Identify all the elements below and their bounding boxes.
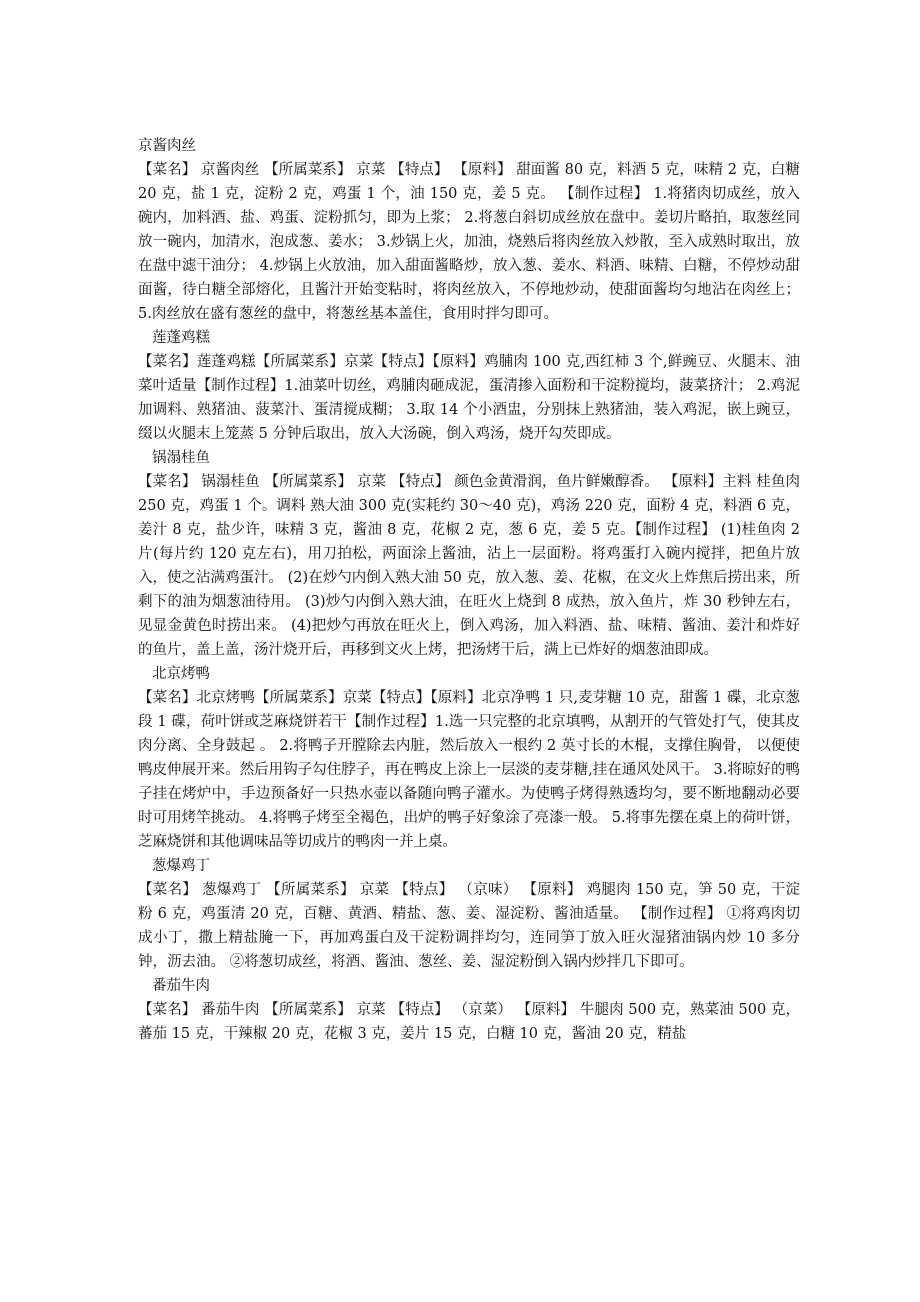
- recipe-section-guota-guiyu: [138, 446, 800, 662]
- recipe-section-jingjiang-rousi: [138, 134, 800, 326]
- recipe-title: 莲蓬鸡糕: [152, 330, 210, 346]
- recipe-section-congbao-jiding: [138, 854, 800, 974]
- recipe-body: 【菜名】 锅溻桂鱼 【所属菜系】 京菜 【特点】 颜色金黄滑润，鱼片鲜嫩醇香。 【原料】主料 桂鱼肉 250 克，鸡蛋 1 个。调料 熟大油 300 克(实耗约 30～40 克)，鸡汤 220 克，面粉 4 克，料酒 6 克，姜汁 8 克，盐少许，味精 3 克，酱油 8 克，花椒 2 克，葱 6 克，姜 5 克。【制作过程】 (1)桂鱼肉 2 片(每片约 120 克左右)，用刀拍松，两面涂上酱油，沾上一层面粉。将鸡蛋打入碗内搅拌，把鱼片放入，使之沾满鸡蛋汁。 (2)在炒勺内倒入熟大油 50 克，放入葱、姜、花椒，在文火上炸焦后捞出来，所剩下的油为烟葱油待用。 (3)炒勺内倒入熟大油，在旺火上烧到 8 成热，放入鱼片，炸 30 秒钟左右，见显金黄色时捞出来。 (4)把炒勺再放在旺火上，倒入鸡汤，加入料酒、盐、味精、酱油、姜汁和炸好的鱼片，盖上盖，汤汁烧开后，再移到文火上烤，把汤烤干后，满上已炸好的烟葱油即成。: [138, 474, 800, 658]
- recipe-body: 【菜名】 京酱肉丝 【所属菜系】 京菜 【特点】 【原料】 甜面酱 80 克，料酒 5 克，味精 2 克，白糖 20 克，盐 1 克，淀粉 2 克，鸡蛋 1 个，油 150 克，姜 5 克。 【制作过程】 1.将猪肉切成丝，放入碗内，加料酒、盐、鸡蛋、淀粉抓匀，即为上浆； 2.将葱白斜切成丝放在盘中。姜切片略拍，取葱丝同放一碗内，加清水，泡成葱、姜水； 3.炒锅上火，加油，烧熟后将肉丝放入炒散，至入成熟时取出，放在盘中滤干油分； 4.炒锅上火放油，加入甜面酱略炒，放入葱、姜水、料酒、味精、白糖，不停炒动甜面酱，待白糖全部熔化，且酱汁开始变粘时，将肉丝放入，不停地炒动，使甜面酱均匀地沾在肉丝上； 5.肉丝放在盛有葱丝的盘中，将葱丝基本盖住，食用时拌匀即可。: [138, 162, 800, 322]
- recipe-section-lianpeng-jigao: [138, 326, 800, 446]
- recipe-body: 【菜名】莲蓬鸡糕【所属菜系】京菜【特点】【原料】鸡脯肉 100 克,西红柿 3 个,鲜豌豆、火腿末、油菜叶适量【制作过程】1.油菜叶切丝，鸡脯肉砸成泥，蛋清掺入面粉和干淀粉搅均，菠菜挤汁； 2.鸡泥加调料、熟猪油、菠菜汁、蛋清搅成糊； 3.取 14 个小酒盅，分别抹上熟猪油，装入鸡泥，嵌上豌豆，缀以火腿末上笼蒸 5 分钟后取出，放入大汤碗，倒入鸡汤，烧开勾芡即成。: [138, 354, 800, 442]
- recipe-body: 【菜名】 葱爆鸡丁 【所属菜系】 京菜 【特点】 （京味） 【原料】 鸡腿肉 150 克，笋 50 克，干淀粉 6 克，鸡蛋清 20 克，百糖、黄酒、精盐、葱、姜、湿淀粉、酱油适量。 【制作过程】 ①将鸡肉切成小丁，撒上精盐腌一下，再加鸡蛋白及干淀粉调拌均匀，连同笋丁放入旺火湿猪油锅内炒 10 多分钟，沥去油。 ②将葱切成丝，将酒、酱油、葱丝、姜、湿淀粉倒入锅内炒拌几下即可。: [138, 882, 800, 970]
- recipe-section-fanqie-niurou: [138, 974, 800, 1046]
- recipe-section-beijing-kaoya: [138, 662, 800, 854]
- document-page: [138, 134, 800, 1046]
- recipe-title: 北京烤鸭: [152, 666, 210, 682]
- recipe-title: 番茄牛肉: [152, 978, 210, 994]
- recipe-title: 葱爆鸡丁: [152, 858, 210, 874]
- recipe-body: 【菜名】北京烤鸭【所属菜系】京菜【特点】【原料】北京净鸭 1 只,麦芽糖 10 克，甜酱 1 碟，北京葱段 1 碟，荷叶饼或芝麻烧饼若干【制作过程】1.选一只完整的北京填鸭，从割开的气管处打气，使其皮肉分离、全身鼓起 。 2.将鸭子开膛除去内脏，然后放入一根约 2 英寸长的木棍，支撑住胸骨， 以便使鸭皮伸展开来。然后用钩子勾住脖子，再在鸭皮上涂上一层淡的麦芽糖,挂在通风处风干。 3.将晾好的鸭子挂在烤炉中，手边预备好一只热水壶以备随向鸭子灌水。为使鸭子烤得熟透均匀，要不断地翻动必要时可用烤竿挑动。 4.将鸭子烤至全褐色，出炉的鸭子好象涂了亮漆一般。 5.将事先摆在桌上的荷叶饼，芝麻烧饼和其他调味品等切成片的鸭肉一并上桌。: [138, 690, 800, 850]
- recipe-body: 【菜名】 番茄牛肉 【所属菜系】 京菜 【特点】 （京菜） 【原料】 牛腿肉 500 克，熟菜油 500 克，蕃茄 15 克，干辣椒 20 克，花椒 3 克，姜片 15 克，白糖 10 克，酱油 20 克，精盐: [138, 1002, 800, 1042]
- recipe-title: 京酱肉丝: [138, 138, 196, 154]
- recipe-title: 锅溻桂鱼: [152, 450, 210, 466]
